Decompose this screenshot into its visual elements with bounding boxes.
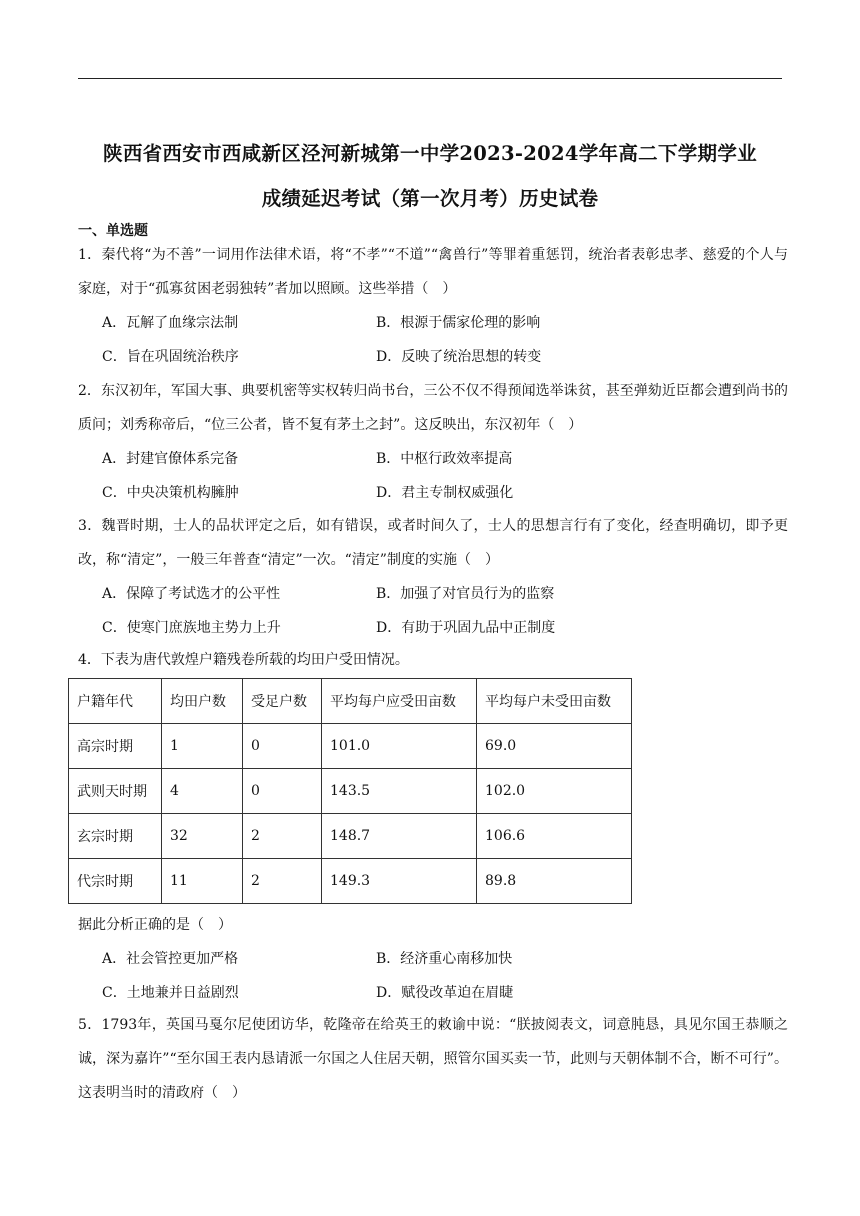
table-header-cell: 平均每户未受田亩数	[477, 679, 632, 724]
option-a: A．社会管控更加严格	[102, 951, 239, 967]
table-cell: 106.6	[477, 814, 632, 859]
table-cell: 2	[243, 814, 322, 859]
question-1-stem: 1．秦代将“为不善”一词用作法律术语，将“不孝”“不道”“禽兽行”等罪着重惩罚，统治者表彰忠孝、慈爱的个人与家庭，对于“孤寡贫困老弱独转”者加以照顾。这些举措（ ）	[78, 247, 788, 297]
option-d: D．君主专制权威强化	[376, 485, 514, 501]
option-b: B．中枢行政效率提高	[376, 451, 513, 467]
option-b: B．加强了对官员行为的监察	[376, 586, 555, 602]
question-4-stem: 4．下表为唐代敦煌户籍残卷所载的均田户受田情况。	[78, 652, 409, 668]
option-a: A．封建官僚体系完备	[102, 451, 239, 467]
table-cell: 4	[162, 769, 243, 814]
table-cell: 武则天时期	[69, 769, 162, 814]
land-allocation-table	[68, 678, 632, 904]
option-d: D．反映了统治思想的转变	[376, 349, 542, 365]
table-cell: 102.0	[477, 769, 632, 814]
table-header-row	[69, 679, 632, 724]
document-title-line-1: 陕西省西安市西咸新区泾河新城第一中学2023-2024学年高二下学期学业	[103, 142, 757, 165]
question-3-stem: 3．魏晋时期，士人的品状评定之后，如有错误，或者时间久了，士人的思想言行有了变化，经查明确切，即予更改，称“清定”，一般三年普查“清定”一次。“清定”制度的实施（ ）	[78, 518, 788, 568]
table-header-cell: 均田户数	[162, 679, 243, 724]
table-header-cell: 平均每户应受田亩数	[322, 679, 477, 724]
table-row	[69, 859, 632, 904]
table-cell: 高宗时期	[69, 724, 162, 769]
option-c: C．土地兼并日益剧烈	[102, 985, 239, 1001]
table-cell: 0	[243, 769, 322, 814]
option-c: C．使寒门庶族地主势力上升	[102, 620, 281, 636]
table-cell: 148.7	[322, 814, 477, 859]
table-cell: 143.5	[322, 769, 477, 814]
table-row	[69, 769, 632, 814]
table-cell: 2	[243, 859, 322, 904]
option-d: D．有助于巩固九品中正制度	[376, 620, 556, 636]
question-3-options	[102, 577, 662, 645]
option-d: D．赋役改革迫在眉睫	[376, 985, 514, 1001]
table-cell: 0	[243, 724, 322, 769]
table-cell: 69.0	[477, 724, 632, 769]
option-c: C．中央决策机构臃肿	[102, 485, 239, 501]
table-cell: 代宗时期	[69, 859, 162, 904]
question-4-prompt: 据此分析正确的是（ ）	[78, 917, 232, 933]
section-heading: 一、单选题	[78, 223, 148, 239]
table-cell: 1	[162, 724, 243, 769]
table-cell: 89.8	[477, 859, 632, 904]
table-cell: 11	[162, 859, 243, 904]
table-row	[69, 724, 632, 769]
table-cell: 149.3	[322, 859, 477, 904]
option-b: B．根源于儒家伦理的影响	[376, 315, 541, 331]
question-4-options	[102, 942, 662, 1010]
table-header-cell: 户籍年代	[69, 679, 162, 724]
header-rule	[78, 78, 782, 79]
question-1-options	[102, 306, 662, 374]
table-cell: 玄宗时期	[69, 814, 162, 859]
question-5-stem: 5．1793年，英国马戛尔尼使团访华，乾隆帝在给英王的敕谕中说：“朕披阅表文，词意肫恳，具见尔国王恭顺之诚，深为嘉许”“至尔国王表内恳请派一尔国之人住居天朝，照管尔国买卖一节，此则与天朝体制不合，断不可行”。这表明当时的清政府（ ）	[78, 1017, 788, 1101]
option-b: B．经济重心南移加快	[376, 951, 513, 967]
question-2-options	[102, 442, 662, 510]
table-header-cell: 受足户数	[243, 679, 322, 724]
option-a: A．瓦解了血缘宗法制	[102, 315, 239, 331]
option-a: A．保障了考试选才的公平性	[102, 586, 281, 602]
table-cell: 101.0	[322, 724, 477, 769]
table-cell: 32	[162, 814, 243, 859]
document-title-line-2: 成绩延迟考试（第一次月考）历史试卷	[261, 187, 599, 210]
table-row	[69, 814, 632, 859]
question-2-stem: 2．东汉初年，军国大事、典要机密等实权转归尚书台，三公不仅不得预闻选举诛贫，甚至弹劾近臣都会遭到尚书的质问；刘秀称帝后，“位三公者，皆不复有茅土之封”。这反映出，东汉初年（ ）	[78, 383, 788, 433]
option-c: C．旨在巩固统治秩序	[102, 349, 239, 365]
